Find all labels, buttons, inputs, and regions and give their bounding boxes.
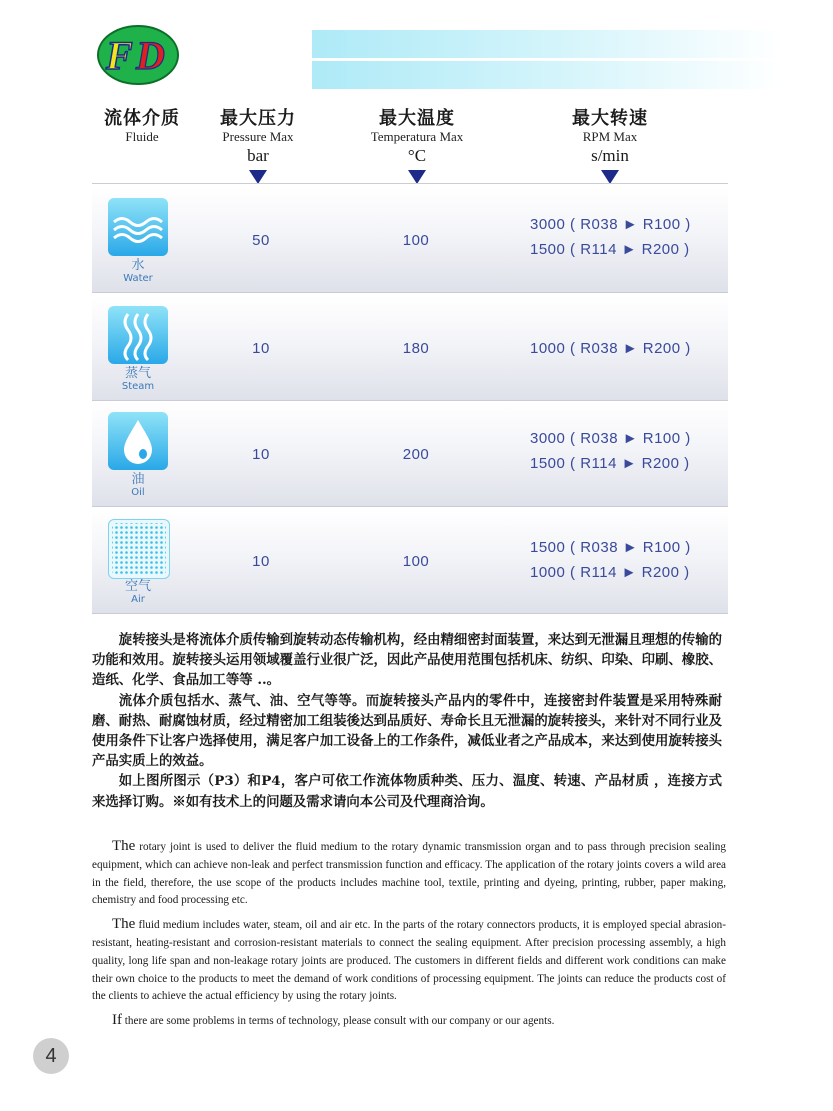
en-paragraph-text: rotary joint is used to deliver the fluid medium to the rotary dynamic transmission organ and to pass through precision sealing equipment, which can achieve non-leak and perfect transmission function and efficacy. The application of the rotary joints covers a wild area in the field, therefore, the use scope of the products includes machine tool, textile, printing and dyeing, printing, rubber, paper making, chemistry and food processing etc. <box>92 841 726 907</box>
rpm-line: 1500 ( R114 ► R200 ) <box>530 455 690 472</box>
rpm-line: 1000 ( R114 ► R200 ) <box>530 564 690 581</box>
en-paragraph-lead: The <box>112 916 136 933</box>
fluid-name-zh: 空气 <box>124 579 151 594</box>
column-unit: bar <box>247 146 269 165</box>
logo-letter-f: F <box>106 33 133 78</box>
down-triangle-icon <box>408 170 426 184</box>
en-paragraph <box>92 916 726 1006</box>
column-title-en: Fluide <box>125 129 159 144</box>
pressure-value: 10 <box>252 340 270 357</box>
rpm-line: 3000 ( R038 ► R100 ) <box>530 216 691 233</box>
rpm-values <box>530 212 710 262</box>
column-unit: s/min <box>591 146 629 165</box>
zh-paragraph: 流体介质包括水、蒸气、油、空气等等。而旋转接头产品内的零件中，连接密封件装置是采用特殊耐磨、耐热、耐腐蚀材质，经过精密加工组装後达到品质好、寿命长且无泄漏的旋转接头，来针对不同行业及使用条件下让客户选择使用，满足客户加工设备上的工作条件，减低业者之产品成本，来达到使用旋转接头产品实质上的效益。 <box>92 692 722 770</box>
fluid-name-en: Air <box>131 594 145 605</box>
temperature-value: 100 <box>402 232 430 249</box>
en-paragraph-text: fluid medium includes water, steam, oil and air etc. In the parts of the rotary connectors products, it is employed special abrasion-resistant, heating-resistant and corrosion-resistant materials to connect the sealing equipment. After precision processing assembly, a high quality, long life span and non-leakage rotary joints are produced. The customers in different fields and different work conditions can make their own choice to the products to meet the demand of work conditions of processing equipment. The joints can reduce the products cost of the clients to achieve the actual efficiency by using the rotary joints. <box>92 919 726 1003</box>
steam-icon <box>108 306 168 364</box>
column-header-pressure <box>208 108 308 184</box>
column-header-temperature <box>350 108 484 184</box>
down-triangle-icon <box>249 170 267 184</box>
header-band-top <box>312 30 782 58</box>
pressure-value: 10 <box>252 553 270 570</box>
fd-logo <box>96 24 180 86</box>
rpm-line: 3000 ( R038 ► R100 ) <box>530 430 691 447</box>
column-header-fluid <box>92 108 192 144</box>
fluid-name-en: Water <box>123 273 153 284</box>
column-title-en: Pressure Max <box>222 129 294 144</box>
oil-drop-icon <box>108 412 168 470</box>
air-dots-icon <box>108 519 170 579</box>
column-title-en: RPM Max <box>582 129 638 144</box>
header-divider <box>92 183 728 184</box>
pressure-value: 10 <box>252 446 270 463</box>
temperature-value: 200 <box>402 446 430 463</box>
pressure-value: 50 <box>252 232 270 249</box>
fluid-name-zh: 油 <box>131 472 145 487</box>
en-paragraph <box>92 1012 726 1031</box>
table-row-oil <box>92 402 728 507</box>
fluid-name-zh: 水 <box>131 258 145 273</box>
fluid-name-en: Steam <box>121 381 155 392</box>
column-header-rpm <box>550 108 670 184</box>
zh-paragraph: 旋转接头是将流体介质传输到旋转动态传输机构，经由精细密封面装置，来达到无泄漏且理想的传输的功能和效用。旋转接头运用领域覆盖行业很广泛，因此产品使用范围包括机床、纺织、印染、印刷、橡胶、造纸、化学、食品加工等等 ..。 <box>92 632 722 689</box>
rpm-line: 1000 ( R038 ► R200 ) <box>530 340 691 357</box>
column-title-zh: 最大温度 <box>379 108 455 129</box>
table-row-water <box>92 188 728 293</box>
zh-paragraph: 如上图所图示（P3）和P4，客户可依工作流体物质种类、压力、温度、转速、产品材质 ，连接方式来选择订购。※如有技术上的问题及需求请向本公司及代理商洽询。 <box>92 773 722 810</box>
water-waves-icon <box>108 198 168 256</box>
temperature-value: 180 <box>402 340 430 357</box>
table-row-steam <box>92 296 728 401</box>
rpm-values <box>530 426 710 476</box>
fluid-name-en: Oil <box>131 487 145 498</box>
page-number: 4 <box>33 1038 69 1074</box>
rpm-values <box>530 535 710 585</box>
rpm-line: 1500 ( R114 ► R200 ) <box>530 241 690 258</box>
down-triangle-icon <box>601 170 619 184</box>
en-paragraph <box>92 838 726 910</box>
column-unit: °C <box>407 146 427 165</box>
rpm-line: 1500 ( R038 ► R100 ) <box>530 539 691 556</box>
header-band-bottom <box>312 61 782 89</box>
en-paragraph-lead: If <box>112 1012 122 1029</box>
temperature-value: 100 <box>402 553 430 570</box>
table-row-air <box>92 509 728 614</box>
rpm-values <box>530 336 710 361</box>
column-title-en: Temperatura Max <box>370 129 464 144</box>
english-description <box>92 838 726 1037</box>
en-paragraph-lead: The <box>112 838 136 854</box>
logo-letter-d: D <box>136 33 165 78</box>
fluid-name-zh: 蒸气 <box>124 366 151 381</box>
column-title-zh: 最大压力 <box>220 108 296 129</box>
en-paragraph-text: there are some problems in terms of technology, please consult with our company or our agents. <box>122 1015 555 1028</box>
column-title-zh: 最大转速 <box>572 108 648 129</box>
column-title-zh: 流体介质 <box>104 108 180 129</box>
chinese-description <box>92 630 722 812</box>
